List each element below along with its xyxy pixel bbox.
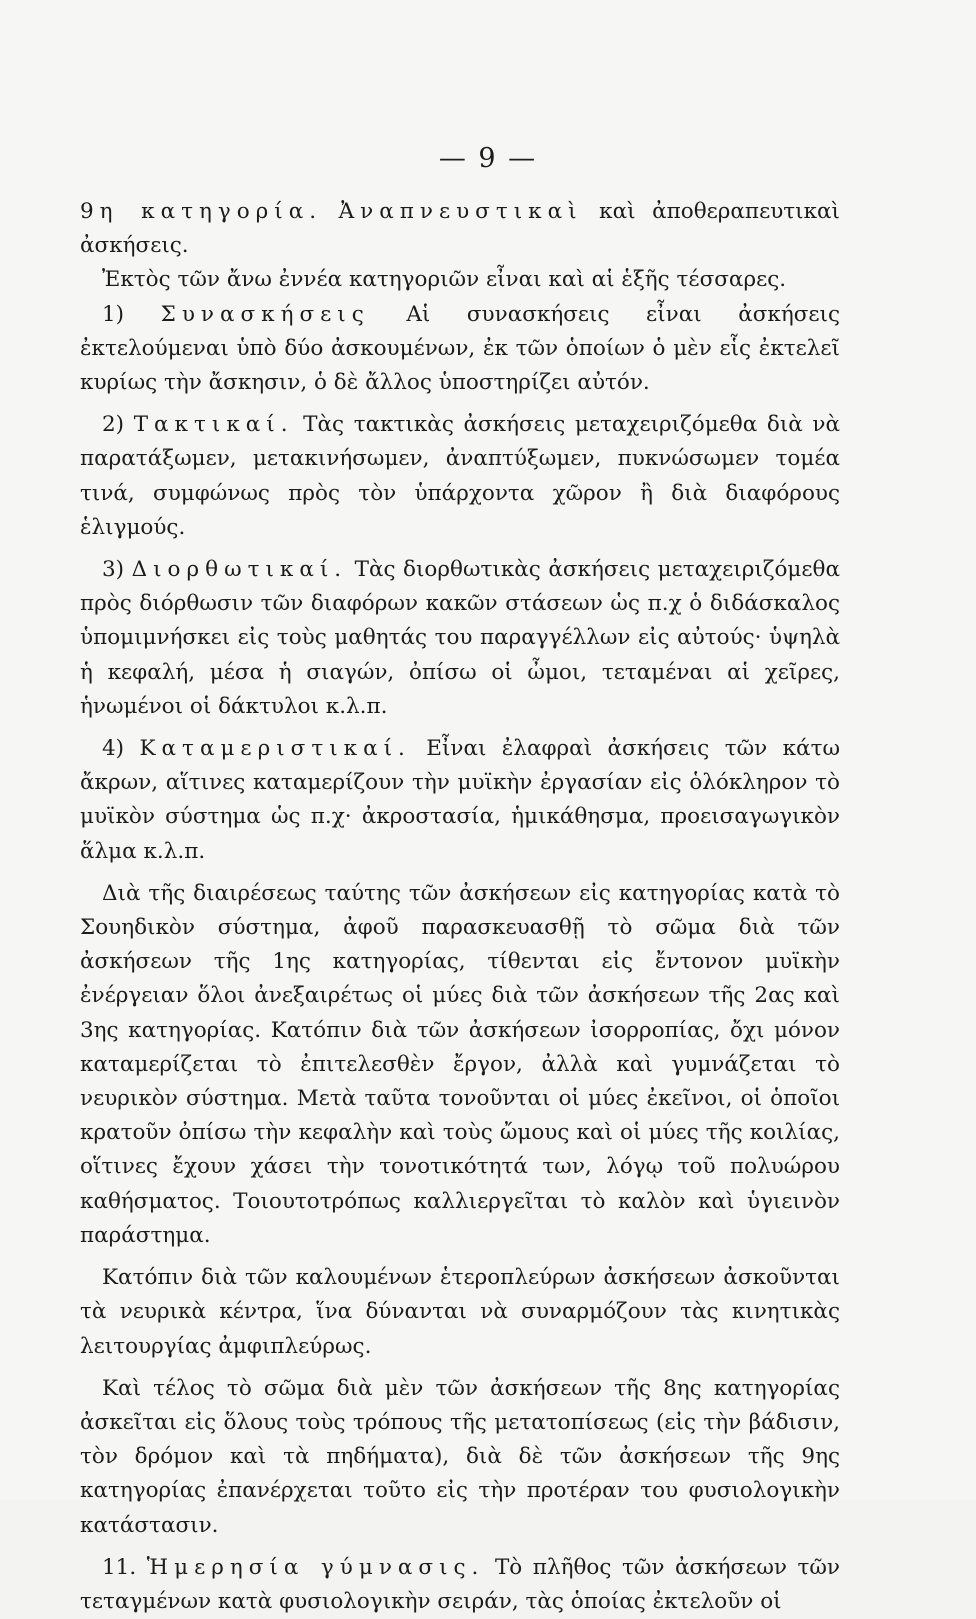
item-number: 2) [102, 412, 134, 438]
body-text [80, 195, 840, 1619]
paragraph-text: Διὰ τῆς διαιρέσεως ταύτης τῶν ἀσκήσεων εἰς κατηγορίας κατὰ τὸ Σουηδικὸν σύστημα, ἀφοῦ παρασκευασθῇ τὸ σῶμα διὰ τῶν ἀσκήσεων τῆς 1ης κατηγορίας, τίθενται εἰς ἔντονον μυϊκὴν ἐνέργειαν ὅλοι ἀνεξαιρέτως οἱ μύες διὰ τῶν ἀσκήσεων τῆς 2ας καὶ 3ης κατηγορίας. Κατόπιν διὰ τῶν ἀσκήσεων ἰσορροπίας, ὄχι μόνον καταμερίζεται τὸ ἐπιτελεσθὲν ἔργον, ἀλλὰ καὶ γυμνάζεται τὸ νευρικὸν σύστημα. Μετὰ ταῦτα τονοῦνται οἱ μύες ἐκεῖνοι, οἱ ὁποῖοι κρατοῦν ὀπίσω τὴν κεφαλὴν καὶ τοὺς ὤμους καὶ οἱ μύες τῆς κοιλίας, οἵτινες ἔχουν χάσει τὴν τονοτικότητά των, λόγῳ τοῦ πολυώρου καθήσματος. Τοιουτοτρόπως καλλιεργεῖται τὸ καλὸν καὶ ὑγιεινὸν παράστημα. [80, 880, 840, 1248]
paragraph-text: Εἶναι ἐλαφραὶ ἀσκήσεις τῶν κάτω ἄκρων, αἵτινες καταμερίζουν τὴν μυϊκὴν ἐργασίαν εἰς ὁλόκληρον τὸ μυϊκὸν σύστημα ὡς π.χ· ἀκροστασία, ἡμικάθησμα, προεισαγωγικὸν ἅλμα κ.λ.π. [80, 736, 840, 864]
paragraph-text: Ἐκτὸς τῶν ἄνω ἐννέα κατηγοριῶν εἶναι καὶ αἱ ἑξῆς τέσσαρες. [102, 267, 787, 293]
paragraph-text: Κατόπιν διὰ τῶν καλουμένων ἑτεροπλεύρων ἀσκήσεων ἀσκοῦνται τὰ νευρικὰ κέντρα, ἵνα δύνανται νὰ συναρμόζουν τὰς κινητικὰς λειτουργίας ἀμφιπλεύρως. [80, 1265, 840, 1359]
category-title: Ἀναπνευστικαὶ [338, 199, 583, 224]
item-number: 3) [102, 557, 132, 583]
item-title: Διορθωτικαί. [131, 557, 348, 583]
paragraph-text: καὶ ἀποθεραπευτικαὶ ἀσκήσεις. [80, 199, 840, 259]
page-number: — 9 — [438, 143, 538, 174]
paragraph-section-11 [80, 1551, 840, 1619]
paragraph-text: Τὰς τακτικὰς ἀσκήσεις μεταχειριζόμεθα διὰ νὰ παρατάξωμεν, μετακινήσωμεν, ἀναπτύξωμεν, πυκνώσωμεν τομέα τινά, συμφώνως πρὸς τὸν ὑπάρχοντα χῶρον ἢ διὰ διαφόρους ἑλιγμούς. [80, 412, 840, 540]
paragraph-item-3 [80, 553, 840, 724]
paragraph-conclusion [80, 1372, 840, 1543]
paragraph-item-1 [80, 298, 840, 401]
section-number: 11. [102, 1554, 147, 1580]
paragraph-category-9 [80, 195, 840, 263]
paragraph-item-4 [80, 732, 840, 869]
paragraph-intro [80, 263, 840, 297]
section-title: Ἡμερησία γύμνασις. [146, 1554, 485, 1580]
category-label: 9η κατηγορία. [80, 199, 323, 224]
paragraph-heteropleural [80, 1261, 840, 1364]
paragraph-text: Καὶ τέλος τὸ σῶμα διὰ μὲν τῶν ἀσκήσεων τῆς 8ης κατηγορίας ἀσκεῖται εἰς ὅλους τοὺς τρόπους τῆς μετατοπίσεως (εἰς τὴν βάδισιν, τὸν δρόμον καὶ τὰ πηδήματα), διὰ δὲ τῶν ἀσκήσεων τῆς 9ης κατηγορίας ἐπανέρχεται τοῦτο εἰς τὴν προτέραν του φυσιολογικὴν κατάστασιν. [80, 1375, 840, 1538]
paragraph-text: Αἱ συνασκήσεις εἶναι ἀσκήσεις ἐκτελούμεναι ὑπὸ δύο ἀσκουμένων, ἐκ τῶν ὁποίων ὁ μὲν εἷς ἐκτελεῖ κυρίως τὴν ἄσκησιν, ὁ δὲ ἄλλος ὑποστηρίζει αὐτόν. [80, 301, 841, 396]
item-title: Συνασκήσεις [160, 301, 370, 327]
paragraph-swedish-system [80, 877, 840, 1253]
item-number: 1) [102, 301, 161, 327]
item-title: Καταμεριστικαί. [139, 736, 411, 762]
paragraph-text: Τὸ πλῆθος τῶν ἀσκήσεων τῶν τεταγμένων κατὰ φυσιολογικὴν σειράν, τὰς ὁποίας ἐκτελοῦν οἱ [80, 1554, 840, 1614]
paragraph-item-2 [80, 408, 840, 545]
paragraph-text: Τὰς διορθωτικὰς ἀσκήσεις μεταχειριζόμεθα πρὸς διόρθωσιν τῶν διαφόρων κακῶν στάσεων ὡς π.χ ὁ διδάσκαλος ὑπομιμνήσκει εἰς τοὺς μαθητάς του παραγγέλλων εἰς αὐτούς· ὑψηλὰ ἡ κεφαλή, μέσα ἡ σιαγών, ὀπίσω οἱ ὦμοι, τεταμέναι αἱ χεῖρες, ἡνωμένοι οἱ δάκτυλοι κ.λ.π. [80, 557, 840, 719]
item-title: Τακτικαί. [133, 412, 294, 438]
item-number: 4) [102, 736, 140, 762]
